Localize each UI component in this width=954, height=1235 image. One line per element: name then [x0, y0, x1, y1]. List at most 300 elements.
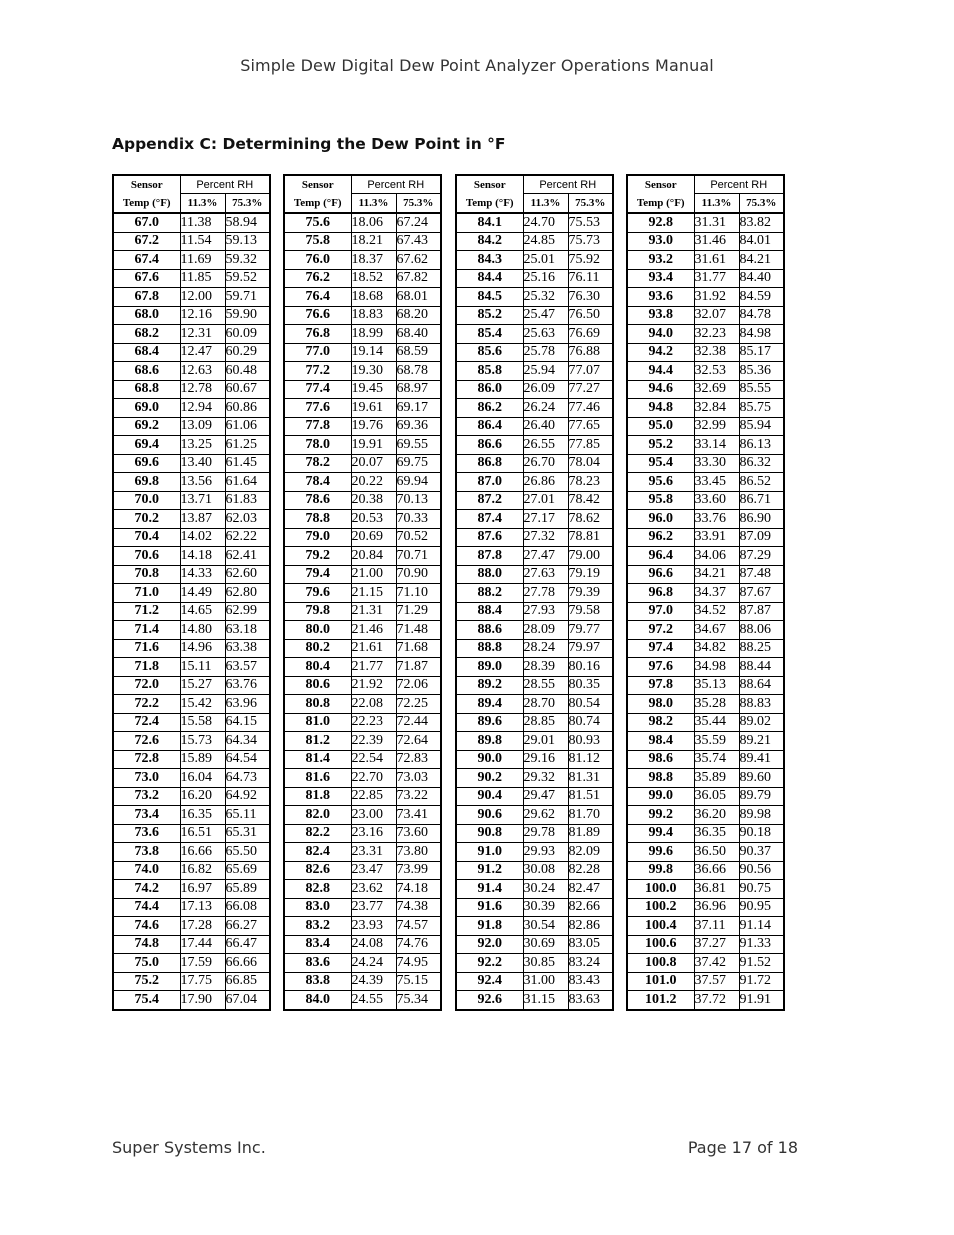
table-row [113, 713, 270, 732]
dew-point-11-cell: 34.52 [694, 602, 739, 621]
sensor-header: Sensor [456, 175, 523, 194]
sensor-temp-cell: 82.0 [284, 806, 351, 825]
dew-point-11-cell: 18.21 [351, 232, 396, 251]
sensor-temp-cell: 74.4 [113, 898, 180, 917]
dew-point-11-cell: 21.31 [351, 602, 396, 621]
table-row [113, 954, 270, 973]
rh-75-header: 75.3% [225, 194, 270, 214]
table-row [113, 639, 270, 658]
sensor-temp-cell: 95.6 [627, 473, 694, 492]
dew-point-75-cell: 67.82 [396, 269, 441, 288]
dew-point-75-cell: 69.17 [396, 399, 441, 418]
table-subheader-row [284, 194, 441, 214]
dew-point-11-cell: 19.14 [351, 343, 396, 362]
table-row [284, 288, 441, 307]
table-row [456, 954, 613, 973]
table-row [627, 787, 784, 806]
dew-point-11-cell: 26.86 [523, 473, 568, 492]
sensor-temp-cell: 71.2 [113, 602, 180, 621]
sensor-temp-cell: 80.4 [284, 658, 351, 677]
dew-point-75-cell: 68.97 [396, 380, 441, 399]
dew-point-11-cell: 13.40 [180, 454, 225, 473]
table-row [627, 473, 784, 492]
dew-point-75-cell: 85.17 [739, 343, 784, 362]
dew-point-75-cell: 81.31 [568, 769, 613, 788]
dew-point-11-cell: 23.62 [351, 880, 396, 899]
dew-point-11-cell: 20.69 [351, 528, 396, 547]
sensor-temp-cell: 98.2 [627, 713, 694, 732]
sensor-temp-cell: 89.6 [456, 713, 523, 732]
dew-point-11-cell: 15.11 [180, 658, 225, 677]
rh-75-header: 75.3% [396, 194, 441, 214]
sensor-temp-cell: 88.6 [456, 621, 523, 640]
table-row [113, 399, 270, 418]
rh-11-header: 11.3% [694, 194, 739, 214]
dew-point-75-cell: 71.10 [396, 584, 441, 603]
dew-point-75-cell: 75.53 [568, 213, 613, 232]
dew-point-75-cell: 75.92 [568, 251, 613, 270]
dew-point-11-cell: 12.78 [180, 380, 225, 399]
dew-point-11-cell: 27.78 [523, 584, 568, 603]
dew-point-75-cell: 63.76 [225, 676, 270, 695]
table-row [456, 898, 613, 917]
table-row [284, 491, 441, 510]
dew-point-11-cell: 30.69 [523, 935, 568, 954]
dew-point-11-cell: 19.61 [351, 399, 396, 418]
sensor-temp-cell: 81.6 [284, 769, 351, 788]
dew-point-11-cell: 20.22 [351, 473, 396, 492]
dew-point-75-cell: 85.94 [739, 417, 784, 436]
sensor-temp-cell: 79.0 [284, 528, 351, 547]
sensor-temp-cell: 87.4 [456, 510, 523, 529]
dew-point-11-cell: 16.51 [180, 824, 225, 843]
dew-point-11-cell: 12.16 [180, 306, 225, 325]
table-row [456, 602, 613, 621]
dew-point-11-cell: 36.66 [694, 861, 739, 880]
sensor-temp-cell: 93.6 [627, 288, 694, 307]
dew-point-75-cell: 68.20 [396, 306, 441, 325]
dew-point-11-cell: 28.55 [523, 676, 568, 695]
dew-point-11-cell: 31.31 [694, 213, 739, 232]
table-row [456, 547, 613, 566]
dew-point-75-cell: 64.73 [225, 769, 270, 788]
sensor-temp-cell: 96.6 [627, 565, 694, 584]
table-row [113, 732, 270, 751]
dew-point-75-cell: 69.75 [396, 454, 441, 473]
table-row [113, 269, 270, 288]
sensor-temp-cell: 97.6 [627, 658, 694, 677]
table-row [627, 362, 784, 381]
dew-point-75-cell: 81.89 [568, 824, 613, 843]
dew-point-75-cell: 62.22 [225, 528, 270, 547]
dew-point-11-cell: 29.32 [523, 769, 568, 788]
sensor-temp-cell: 97.0 [627, 602, 694, 621]
sensor-temp-cell: 78.0 [284, 436, 351, 455]
table-row [627, 621, 784, 640]
dew-point-11-cell: 16.35 [180, 806, 225, 825]
sensor-temp-cell: 76.0 [284, 251, 351, 270]
dew-point-11-cell: 32.23 [694, 325, 739, 344]
dew-point-11-cell: 12.00 [180, 288, 225, 307]
dew-point-11-cell: 26.70 [523, 454, 568, 473]
table-row [113, 972, 270, 991]
dew-point-75-cell: 62.03 [225, 510, 270, 529]
rh-75-header: 75.3% [739, 194, 784, 214]
dew-point-75-cell: 80.35 [568, 676, 613, 695]
table-row [113, 695, 270, 714]
dew-point-75-cell: 80.93 [568, 732, 613, 751]
sensor-temp-cell: 95.8 [627, 491, 694, 510]
sensor-temp-cell: 83.0 [284, 898, 351, 917]
dew-point-75-cell: 77.07 [568, 362, 613, 381]
dew-point-11-cell: 19.91 [351, 436, 396, 455]
dew-point-75-cell: 90.18 [739, 824, 784, 843]
dew-point-11-cell: 26.09 [523, 380, 568, 399]
table-row [284, 399, 441, 418]
section-heading: Appendix C: Determining the Dew Point in °F [112, 135, 506, 153]
dew-point-11-cell: 33.14 [694, 436, 739, 455]
sensor-temp-cell: 100.8 [627, 954, 694, 973]
dew-point-11-cell: 28.09 [523, 621, 568, 640]
dew-point-75-cell: 87.67 [739, 584, 784, 603]
dew-point-table-3 [455, 174, 614, 1011]
dew-point-11-cell: 22.08 [351, 695, 396, 714]
dew-point-75-cell: 72.44 [396, 713, 441, 732]
sensor-temp-cell: 89.0 [456, 658, 523, 677]
table-row [284, 306, 441, 325]
table-row [113, 787, 270, 806]
table-row [113, 843, 270, 862]
dew-point-75-cell: 86.71 [739, 491, 784, 510]
table-row [456, 565, 613, 584]
table-row [113, 602, 270, 621]
table-row [113, 547, 270, 566]
table-row [284, 362, 441, 381]
dew-point-11-cell: 31.46 [694, 232, 739, 251]
sensor-temp-cell: 71.4 [113, 621, 180, 640]
dew-point-11-cell: 36.81 [694, 880, 739, 899]
sensor-temp-cell: 100.6 [627, 935, 694, 954]
dew-point-75-cell: 65.89 [225, 880, 270, 899]
dew-point-table-4 [626, 174, 785, 1011]
dew-point-11-cell: 23.00 [351, 806, 396, 825]
sensor-temp-cell: 93.2 [627, 251, 694, 270]
table-row [284, 621, 441, 640]
sensor-temp-cell: 94.6 [627, 380, 694, 399]
sensor-temp-cell: 77.2 [284, 362, 351, 381]
dew-point-75-cell: 79.58 [568, 602, 613, 621]
dew-point-11-cell: 16.66 [180, 843, 225, 862]
dew-point-75-cell: 83.82 [739, 213, 784, 232]
table-row [113, 510, 270, 529]
table-row [627, 584, 784, 603]
dew-point-75-cell: 78.23 [568, 473, 613, 492]
sensor-temp-cell: 88.4 [456, 602, 523, 621]
table-row [627, 454, 784, 473]
dew-point-75-cell: 60.29 [225, 343, 270, 362]
dew-point-75-cell: 87.48 [739, 565, 784, 584]
sensor-temp-cell: 85.8 [456, 362, 523, 381]
dew-point-75-cell: 66.08 [225, 898, 270, 917]
dew-point-11-cell: 32.07 [694, 306, 739, 325]
dew-point-75-cell: 61.45 [225, 454, 270, 473]
table-row [627, 399, 784, 418]
sensor-temp-cell: 89.8 [456, 732, 523, 751]
dew-point-11-cell: 21.77 [351, 658, 396, 677]
sensor-temp-cell: 70.2 [113, 510, 180, 529]
dew-point-11-cell: 30.24 [523, 880, 568, 899]
dew-point-75-cell: 62.99 [225, 602, 270, 621]
dew-point-11-cell: 12.31 [180, 325, 225, 344]
dew-point-11-cell: 21.92 [351, 676, 396, 695]
percent-rh-header: Percent RH [351, 175, 441, 194]
table-row [284, 528, 441, 547]
dew-point-75-cell: 60.48 [225, 362, 270, 381]
dew-point-11-cell: 37.11 [694, 917, 739, 936]
dew-point-75-cell: 68.40 [396, 325, 441, 344]
dew-point-11-cell: 35.44 [694, 713, 739, 732]
sensor-temp-cell: 97.4 [627, 639, 694, 658]
dew-point-75-cell: 78.81 [568, 528, 613, 547]
table-row [113, 824, 270, 843]
table-row [456, 232, 613, 251]
dew-point-11-cell: 16.20 [180, 787, 225, 806]
dew-point-75-cell: 60.67 [225, 380, 270, 399]
dew-point-75-cell: 89.98 [739, 806, 784, 825]
dew-point-table-1 [112, 174, 271, 1011]
dew-point-11-cell: 29.93 [523, 843, 568, 862]
sensor-header: Sensor [113, 175, 180, 194]
dew-point-11-cell: 31.61 [694, 251, 739, 270]
dew-point-75-cell: 82.47 [568, 880, 613, 899]
sensor-temp-cell: 100.4 [627, 917, 694, 936]
sensor-temp-cell: 100.2 [627, 898, 694, 917]
table-row [284, 713, 441, 732]
sensor-temp-cell: 93.4 [627, 269, 694, 288]
dew-point-75-cell: 59.52 [225, 269, 270, 288]
table-row [456, 991, 613, 1010]
table-row [284, 325, 441, 344]
dew-point-11-cell: 35.59 [694, 732, 739, 751]
sensor-temp-cell: 99.6 [627, 843, 694, 862]
dew-point-11-cell: 25.01 [523, 251, 568, 270]
dew-point-75-cell: 73.99 [396, 861, 441, 880]
dew-point-11-cell: 18.06 [351, 213, 396, 232]
sensor-temp-cell: 72.6 [113, 732, 180, 751]
sensor-temp-cell: 68.4 [113, 343, 180, 362]
sensor-temp-cell: 83.2 [284, 917, 351, 936]
dew-point-11-cell: 20.38 [351, 491, 396, 510]
table-row [284, 898, 441, 917]
sensor-temp-cell: 99.4 [627, 824, 694, 843]
sensor-temp-cell: 94.4 [627, 362, 694, 381]
dew-point-75-cell: 68.01 [396, 288, 441, 307]
dew-point-11-cell: 33.60 [694, 491, 739, 510]
table-row [627, 806, 784, 825]
dew-point-75-cell: 61.06 [225, 417, 270, 436]
dew-point-11-cell: 19.76 [351, 417, 396, 436]
dew-point-75-cell: 70.90 [396, 565, 441, 584]
dew-point-11-cell: 16.04 [180, 769, 225, 788]
dew-point-11-cell: 22.85 [351, 787, 396, 806]
sensor-temp-cell: 69.0 [113, 399, 180, 418]
dew-point-11-cell: 24.70 [523, 213, 568, 232]
table-row [284, 473, 441, 492]
table-subheader-row [456, 194, 613, 214]
table-row [456, 399, 613, 418]
dew-point-11-cell: 30.08 [523, 861, 568, 880]
table-row [627, 935, 784, 954]
dew-point-75-cell: 64.15 [225, 713, 270, 732]
dew-point-11-cell: 34.21 [694, 565, 739, 584]
table-row [627, 676, 784, 695]
table-row [627, 213, 784, 232]
sensor-temp-cell: 71.8 [113, 658, 180, 677]
dew-point-75-cell: 82.09 [568, 843, 613, 862]
dew-point-75-cell: 84.01 [739, 232, 784, 251]
dew-point-75-cell: 70.33 [396, 510, 441, 529]
dew-point-11-cell: 35.28 [694, 695, 739, 714]
table-row [456, 639, 613, 658]
table-row [627, 732, 784, 751]
table-row [113, 473, 270, 492]
dew-point-75-cell: 74.95 [396, 954, 441, 973]
dew-point-11-cell: 25.47 [523, 306, 568, 325]
dew-point-11-cell: 34.82 [694, 639, 739, 658]
table-row [627, 991, 784, 1010]
table-row [627, 269, 784, 288]
table-row [113, 232, 270, 251]
table-row [456, 510, 613, 529]
table-row [456, 251, 613, 270]
dew-point-75-cell: 69.36 [396, 417, 441, 436]
dew-point-75-cell: 83.43 [568, 972, 613, 991]
sensor-temp-cell: 83.4 [284, 935, 351, 954]
sensor-temp-cell: 78.8 [284, 510, 351, 529]
dew-point-11-cell: 26.55 [523, 436, 568, 455]
dew-point-11-cell: 33.76 [694, 510, 739, 529]
table-row [113, 806, 270, 825]
sensor-temp-cell: 75.6 [284, 213, 351, 232]
table-row [627, 528, 784, 547]
dew-point-75-cell: 80.74 [568, 713, 613, 732]
sensor-temp-cell: 99.0 [627, 787, 694, 806]
dew-point-11-cell: 14.02 [180, 528, 225, 547]
dew-point-75-cell: 83.05 [568, 935, 613, 954]
table-row [284, 510, 441, 529]
table-row [113, 362, 270, 381]
dew-point-75-cell: 66.27 [225, 917, 270, 936]
table-row [284, 972, 441, 991]
table-row [456, 584, 613, 603]
sensor-temp-cell: 77.8 [284, 417, 351, 436]
sensor-temp-cell: 92.4 [456, 972, 523, 991]
sensor-temp-cell: 86.4 [456, 417, 523, 436]
dew-point-11-cell: 37.72 [694, 991, 739, 1010]
table-row [284, 639, 441, 658]
dew-point-75-cell: 82.28 [568, 861, 613, 880]
sensor-temp-cell: 98.6 [627, 750, 694, 769]
sensor-temp-cell: 93.8 [627, 306, 694, 325]
dew-point-11-cell: 25.94 [523, 362, 568, 381]
sensor-temp-cell: 86.2 [456, 399, 523, 418]
table-row [113, 454, 270, 473]
table-row [456, 380, 613, 399]
sensor-temp-cell: 87.2 [456, 491, 523, 510]
dew-point-75-cell: 88.25 [739, 639, 784, 658]
dew-point-75-cell: 77.65 [568, 417, 613, 436]
dew-point-11-cell: 17.28 [180, 917, 225, 936]
sensor-temp-cell: 96.0 [627, 510, 694, 529]
table-row [456, 491, 613, 510]
dew-point-11-cell: 34.06 [694, 547, 739, 566]
table-row [113, 935, 270, 954]
table-row [456, 972, 613, 991]
table-row [627, 769, 784, 788]
dew-point-75-cell: 65.11 [225, 806, 270, 825]
dew-point-75-cell: 75.73 [568, 232, 613, 251]
sensor-temp-cell: 77.4 [284, 380, 351, 399]
dew-point-75-cell: 81.70 [568, 806, 613, 825]
sensor-temp-cell: 73.2 [113, 787, 180, 806]
rh-11-header: 11.3% [523, 194, 568, 214]
dew-point-75-cell: 73.60 [396, 824, 441, 843]
dew-point-11-cell: 22.23 [351, 713, 396, 732]
table-row [456, 732, 613, 751]
dew-point-11-cell: 17.75 [180, 972, 225, 991]
table-row [627, 880, 784, 899]
sensor-temp-cell: 95.2 [627, 436, 694, 455]
dew-point-75-cell: 90.75 [739, 880, 784, 899]
table-row [113, 325, 270, 344]
sensor-temp-cell: 83.8 [284, 972, 351, 991]
table-row [627, 288, 784, 307]
dew-point-11-cell: 28.39 [523, 658, 568, 677]
dew-point-11-cell: 17.44 [180, 935, 225, 954]
sensor-temp-cell: 74.2 [113, 880, 180, 899]
dew-point-11-cell: 14.65 [180, 602, 225, 621]
dew-point-11-cell: 15.89 [180, 750, 225, 769]
dew-point-11-cell: 23.16 [351, 824, 396, 843]
sensor-temp-cell: 71.0 [113, 584, 180, 603]
sensor-temp-cell: 70.0 [113, 491, 180, 510]
table-row [284, 695, 441, 714]
dew-point-75-cell: 75.15 [396, 972, 441, 991]
dew-point-75-cell: 65.50 [225, 843, 270, 862]
sensor-temp-cell: 81.8 [284, 787, 351, 806]
dew-point-75-cell: 84.21 [739, 251, 784, 270]
table-row [113, 343, 270, 362]
table-row [456, 213, 613, 232]
table-row [456, 880, 613, 899]
table-row [284, 584, 441, 603]
dew-point-75-cell: 76.30 [568, 288, 613, 307]
dew-point-11-cell: 28.24 [523, 639, 568, 658]
dew-point-tables [112, 174, 787, 1014]
sensor-temp-cell: 72.8 [113, 750, 180, 769]
table-row [113, 991, 270, 1010]
table-row [627, 954, 784, 973]
sensor-temp-cell: 78.6 [284, 491, 351, 510]
table-row [627, 695, 784, 714]
table-row [113, 491, 270, 510]
sensor-temp-cell: 98.0 [627, 695, 694, 714]
dew-point-75-cell: 85.36 [739, 362, 784, 381]
table-row [284, 861, 441, 880]
dew-point-75-cell: 74.38 [396, 898, 441, 917]
sensor-temp-cell: 91.2 [456, 861, 523, 880]
sensor-temp-cell: 72.2 [113, 695, 180, 714]
